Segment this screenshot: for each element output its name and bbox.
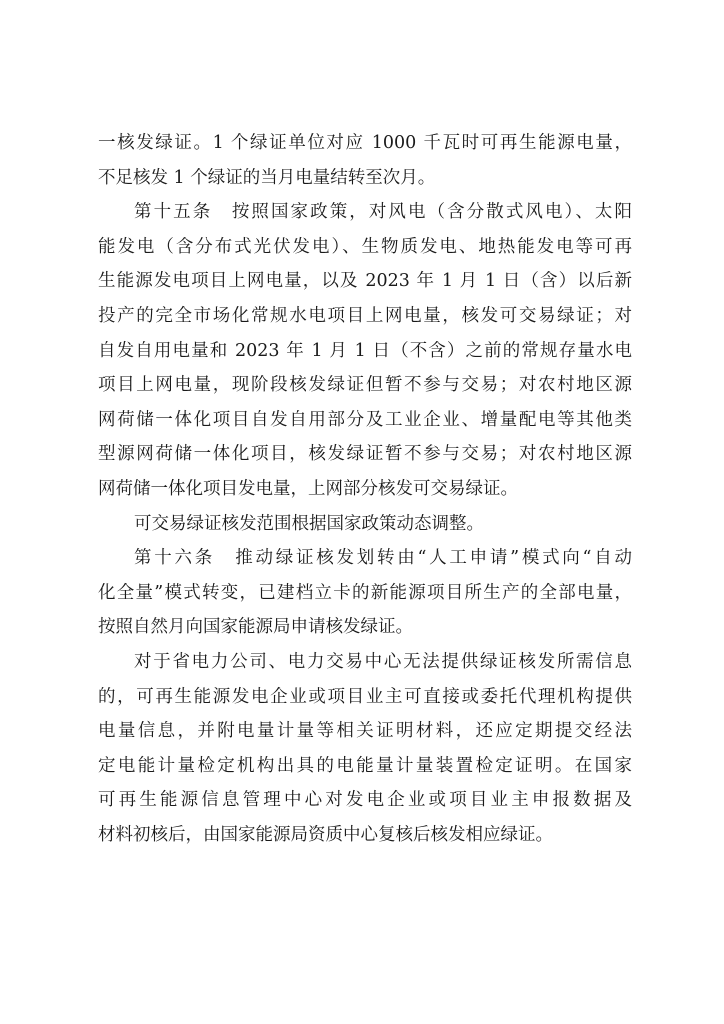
text-line: 不足核发 1 个绿证的当月电量结转至次月。: [98, 167, 436, 188]
text-line: 投产的完全市场化常规水电项目上网电量，核发可交易绿证；对: [98, 305, 632, 326]
text-line: 对于省电力公司、电力交易中心无法提供绿证核发所需信息: [134, 651, 632, 672]
text-line: 网荷储一体化项目发电量，上网部分核发可交易绿证。: [98, 478, 518, 499]
text-line: 化全量”模式转变，已建档立卡的新能源项目所生产的全部电量，: [98, 582, 632, 603]
text-line: 电量信息，并附电量计量等相关证明材料，还应定期提交经法: [98, 721, 632, 742]
text-line: 生能源发电项目上网电量，以及 2023 年 1 月 1 日（含）以后新: [98, 271, 632, 292]
text-line: 第十六条 推动绿证核发划转由“人工申请”模式向“自动: [134, 548, 632, 569]
text-line: 第十五条 按照国家政策，对风电（含分散式风电）、太阳: [134, 202, 632, 223]
text-line: 按照自然月向国家能源局申请核发绿证。: [98, 617, 413, 638]
text-line: 自发自用电量和 2023 年 1 月 1 日（不含）之前的常规存量水电: [98, 340, 632, 361]
text-line: 可再生能源信息管理中心对发电企业或项目业主申报数据及: [98, 790, 632, 811]
text-line: 一核发绿证。1 个绿证单位对应 1000 千瓦时可再生能源电量，: [98, 133, 632, 153]
text-line: 型源网荷储一体化项目，核发绿证暂不参与交易；对农村地区源: [98, 444, 632, 465]
text-line: 能发电（含分布式光伏发电）、生物质发电、地热能发电等可再: [98, 236, 632, 257]
text-line: 可交易绿证核发范围根据国家政策动态调整。: [134, 513, 484, 534]
document-body: [98, 126, 632, 852]
text-line: 的，可再生能源发电企业或项目业主可直接或委托代理机构提供: [98, 686, 632, 707]
text-line: 材料初核后，由国家能源局资质中心复核后核发相应绿证。: [98, 824, 553, 845]
text-line: 网荷储一体化项目自发自用部分及工业企业、增量配电等其他类: [98, 409, 632, 430]
text-line: 项目上网电量，现阶段核发绿证但暂不参与交易；对农村地区源: [98, 375, 632, 396]
text-line: 定电能计量检定机构出具的电能量计量装置检定证明。在国家: [98, 755, 632, 776]
